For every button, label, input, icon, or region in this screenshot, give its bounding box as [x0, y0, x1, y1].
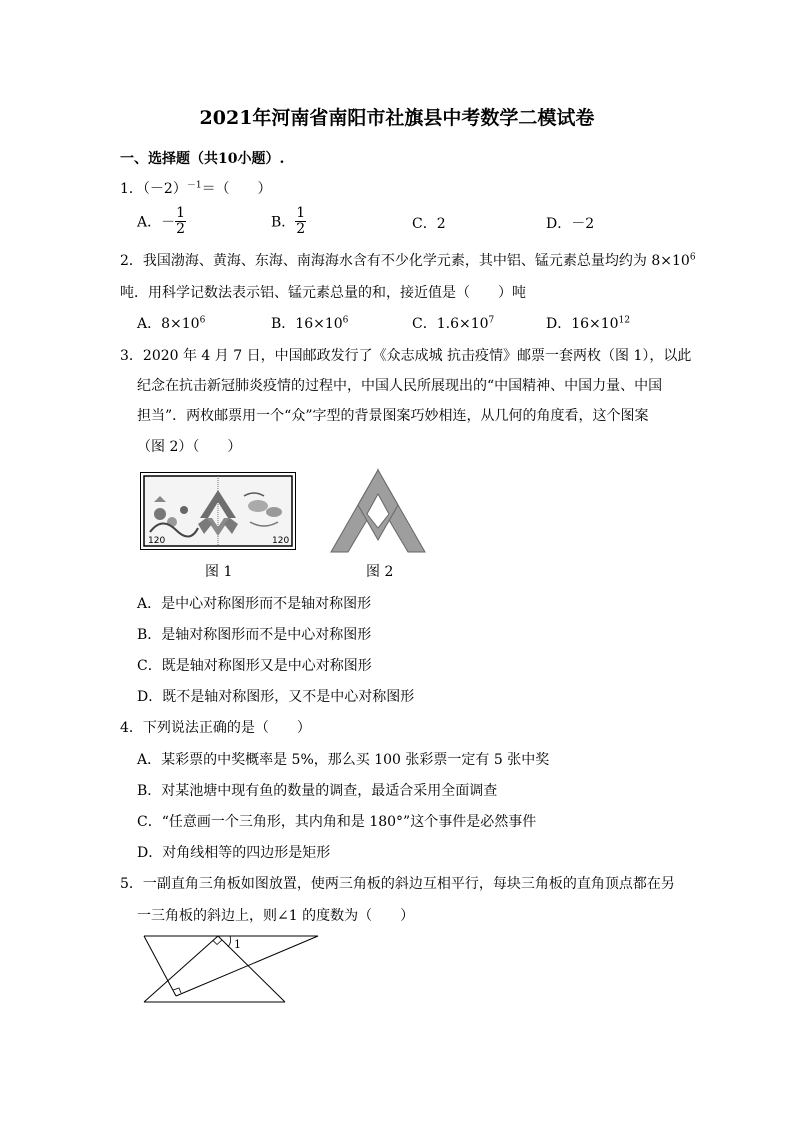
q4-stem: 4．下列说法正确的是（ ） [120, 720, 311, 736]
q4-option-c[interactable]: C．“任意画一个三角形，其内角和是 180°”这个事件是必然事件 [137, 814, 537, 830]
q4-option-a[interactable]: A．某彩票的中奖概率是 5%，那么买 100 张彩票一定有 5 张中奖 [137, 752, 550, 768]
q2-option-d[interactable]: D．$16\times 10^{12}$ [546, 315, 631, 332]
figure2-caption: 图 2 [366, 564, 394, 580]
q1-option-a[interactable]: A．－ $\frac{1}{2}$ [137, 205, 186, 237]
page-title: 2021年河南省南阳市社旗县中考数学二模试卷 [199, 107, 595, 129]
stamp-value-left: 120 [148, 536, 166, 546]
section-heading: 一、选择题（共10小题）. [120, 151, 285, 167]
zhong-shape-figure [330, 468, 426, 554]
figure1-caption: 图 1 [205, 564, 233, 580]
q4-option-d[interactable]: D．对角线相等的四边形是矩形 [137, 845, 331, 861]
stamp-value-right: 120 [272, 536, 290, 546]
angle-1-label: 1 [234, 938, 241, 951]
q2-stem-line1: 2．我国渤海、黄海、东海、南海海水含有不少化学元素，其中铝、锰元素总量均约为 $8\times 10^6$ [120, 252, 696, 269]
q3-stem-line1: 3．2020 年 4 月 7 日，中国邮政发行了《众志成城 抗击疫情》邮票一套两枚（图 1），以此 [120, 348, 692, 364]
q1-option-c[interactable]: C．2 [412, 216, 446, 232]
q3-option-a[interactable]: A．是中心对称图形而不是轴对称图形 [137, 596, 372, 612]
q5-stem-line2: 一三角板的斜边上，则∠1 的度数为（ ） [137, 908, 415, 924]
q1-stem: 1．$(-2)^{-1}=$（ ） [120, 180, 272, 197]
q3-option-c[interactable]: C．既是轴对称图形又是中心对称图形 [137, 658, 372, 674]
q3-option-d[interactable]: D．既不是轴对称图形，又不是中心对称图形 [137, 689, 415, 705]
stamp-figure [140, 472, 296, 550]
q3-stem-line3: 担当”．两枚邮票用一个“众”字型的背景图案巧妙相连，从几何的角度看，这个图案 [137, 408, 649, 424]
q3-option-b[interactable]: B．是轴对称图形而不是中心对称图形 [137, 627, 372, 643]
q2-option-a[interactable]: A．$8\times 10^6$ [137, 315, 206, 332]
q3-stem-line2: 纪念在抗击新冠肺炎疫情的过程中，中国人民所展现出的“中国精神、中国力量、中国 [137, 378, 663, 394]
q1-option-d[interactable]: D．－2 [546, 216, 595, 232]
q5-stem-line1: 5．一副直角三角板如图放置，使两三角板的斜边互相平行，每块三角板的直角顶点都在另 [120, 876, 675, 892]
q2-option-b[interactable]: B．$16\times 10^6$ [271, 315, 349, 332]
q4-option-b[interactable]: B．对某池塘中现有鱼的数量的调查，最适合采用全面调查 [137, 783, 498, 799]
q3-stem-line4: （图 2）（ ） [137, 439, 242, 455]
triangle-rulers-figure [140, 932, 322, 1006]
q2-option-c[interactable]: C．$1.6\times 10^7$ [412, 315, 495, 332]
q2-stem-line2: 吨．用科学记数法表示铝、锰元素总量的和，接近值是（ ）吨 [120, 285, 526, 301]
q1-option-b[interactable]: B． $\frac{1}{2}$ [271, 205, 306, 237]
